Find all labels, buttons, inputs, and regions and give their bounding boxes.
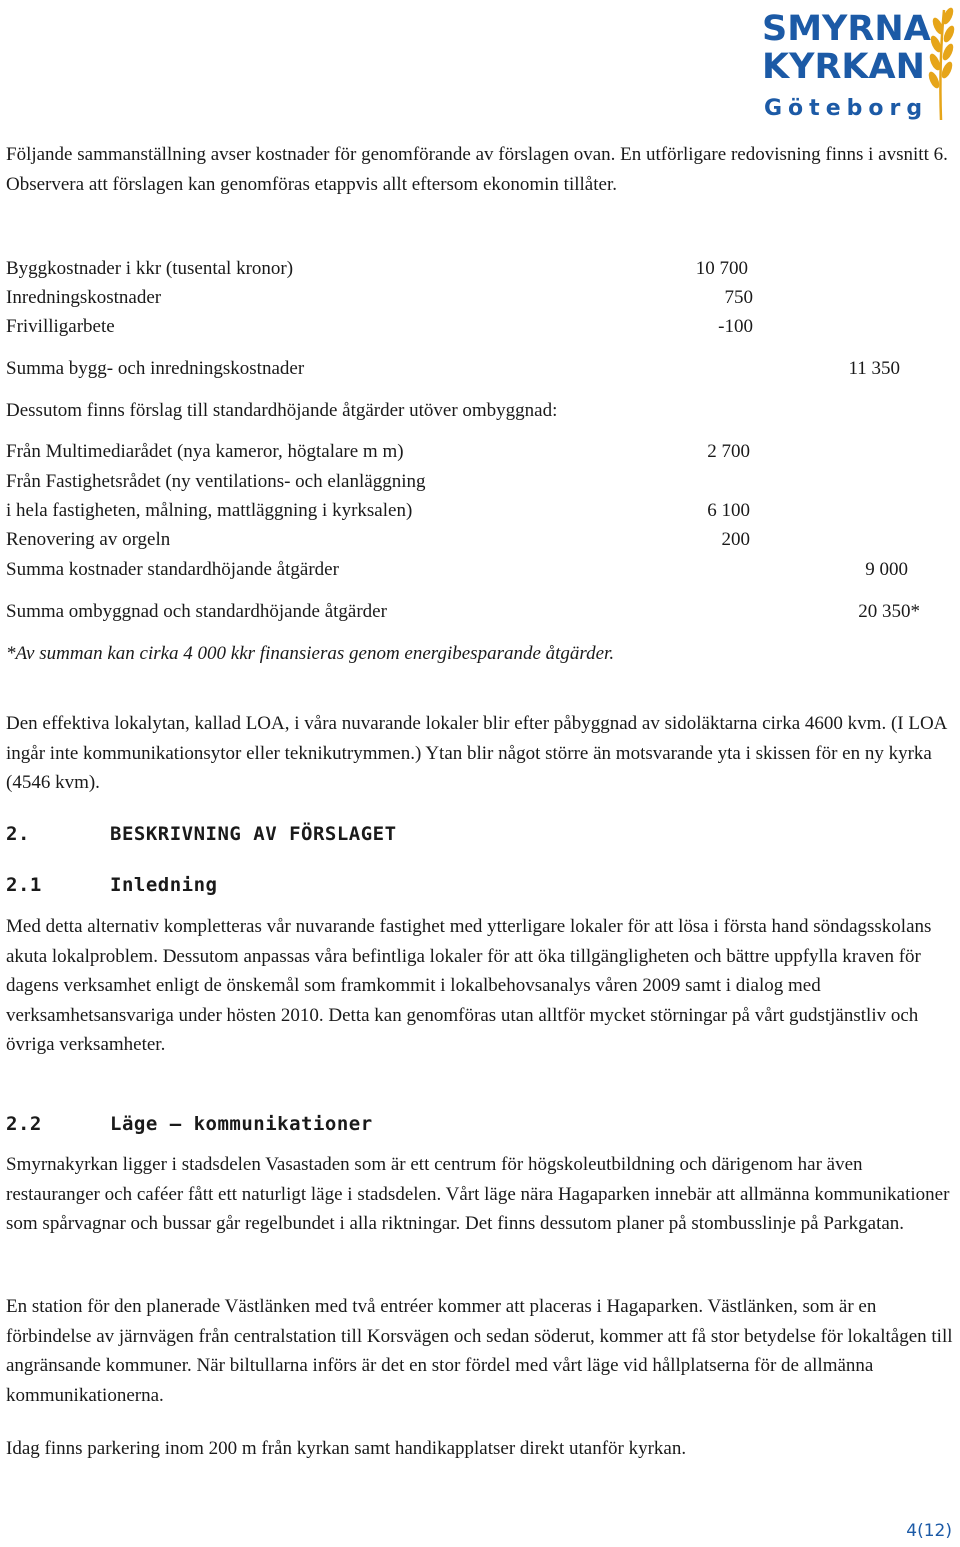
cost-value: 750	[724, 287, 753, 308]
logo-line3: Göteborg	[764, 96, 929, 121]
total-label: Summa ombyggnad och standardhöjande åtgärder	[6, 601, 387, 622]
extra-label: i hela fastigheten, målning, mattläggning i kyrksalen)	[6, 500, 413, 521]
extra-label: Från Fastighetsrådet (ny ventilations- och elanläggning	[6, 471, 426, 492]
extra-value: 6 100	[707, 500, 750, 521]
extra-label: Renovering av orgeln	[6, 529, 171, 550]
footnote: *Av summan kan cirka 4 000 kkr finansieras genom energibesparande åtgärder.	[6, 643, 615, 664]
subsection-number: 2.2	[6, 1113, 42, 1135]
subsection-title: Läge – kommunikationer	[110, 1113, 373, 1135]
cost-label: Inredningskostnader	[6, 287, 162, 308]
cost-value: 10 700	[695, 258, 748, 279]
lage-paragraph-1: Smyrnakyrkan ligger i stadsdelen Vasastaden som är ett centrum för högskoleutbildning och därigenom har även restauranger och caféer fått ett naturligt läge i stadsdelen. Vårt läge nära Hagaparken innebär att allmänna kommunikationer som spårvagnar och bussar går regelbundet i alla riktningar. Det finns dessutom planer på stombusslinje på Parkgatan.	[6, 1154, 950, 1234]
sum-value: 11 350	[848, 358, 900, 379]
section-title: BESKRIVNING AV FÖRSLAGET	[110, 823, 397, 845]
extra-intro: Dessutom finns förslag till standardhöjande åtgärder utöver ombyggnad:	[6, 400, 558, 421]
extra-value: 200	[721, 529, 750, 550]
lage-paragraph-2: En station för den planerade Västlänken med två entréer kommer att placeras i Hagaparken. Västlänken, som är en förbindelse av järnvägen från centralstation till Korsvägen och sedan söderut, kommer att få stor betydelse för lokaltågen till angränsande kommuner. När biltullarna införs är det en stor fördel med vårt läge vid hållplatserna för de allmänna kommunikationerna.	[6, 1296, 953, 1406]
subsection-heading	[6, 874, 217, 896]
subsection-title: Inledning	[110, 874, 218, 896]
extra-label: Från Multimediarådet (nya kameror, högtalare m m)	[6, 441, 404, 462]
inledning-paragraph: Med detta alternativ kompletteras vår nuvarande fastighet med ytterligare lokaler för att lösa i första hand söndagsskolans akuta lokalproblem. Dessutom anpassas våra befintliga lokaler för att öka tillgängligheten och bättre uppfylla kraven för dagens verksamhet enligt de önskemål som framkommit i lokalbehovsanalys våren 2009 samt i dialog med verksamhetsansvariga under hösten 2010. Detta kan genomföras utan alltför mycket störningar på vårt gudstjänstliv och övriga verksamheter.	[6, 916, 932, 1055]
extra-sum-value: 9 000	[865, 559, 908, 580]
wheat-icon	[927, 6, 957, 120]
smyrnakyrkan-logo	[758, 2, 958, 122]
extra-sum-label: Summa kostnader standardhöjande åtgärder	[6, 559, 339, 580]
cost-label: Byggkostnader i kkr (tusental kronor)	[6, 258, 294, 279]
logo-line1: SMYRNA	[762, 9, 931, 49]
subsection-heading	[6, 1113, 373, 1135]
section-heading	[6, 823, 397, 845]
logo-line2: KYRKAN	[762, 47, 925, 87]
sum-label: Summa bygg- och inredningskostnader	[6, 358, 305, 379]
cost-label: Frivilligarbete	[6, 316, 115, 337]
intro-paragraph: Följande sammanställning avser kostnader för genomförande av förslagen ovan. En utförligare redovisning finns i avsnitt 6. Observera att förslagen kan genomföras etappvis allt eftersom ekonomin tillåter.	[6, 144, 948, 195]
total-value: 20 350*	[858, 601, 920, 622]
page-number: 4(12)	[906, 1521, 952, 1541]
loa-paragraph: Den effektiva lokalytan, kallad LOA, i våra nuvarande lokaler blir efter påbyggnad av sidoläktarna cirka 4600 kvm. (I LOA ingår inte kommunikationsytor eller teknikutrymmen.) Ytan blir något större än motsvarande yta i skissen för en ny kyrka (4546 kvm).	[6, 713, 947, 793]
cost-value: -100	[718, 316, 753, 337]
lage-paragraph-3: Idag finns parkering inom 200 m från kyrkan samt handikapplatser direkt utanför kyrkan.	[6, 1438, 687, 1459]
subsection-number: 2.1	[6, 874, 42, 896]
section-number: 2.	[6, 823, 30, 845]
extra-value: 2 700	[707, 441, 750, 462]
